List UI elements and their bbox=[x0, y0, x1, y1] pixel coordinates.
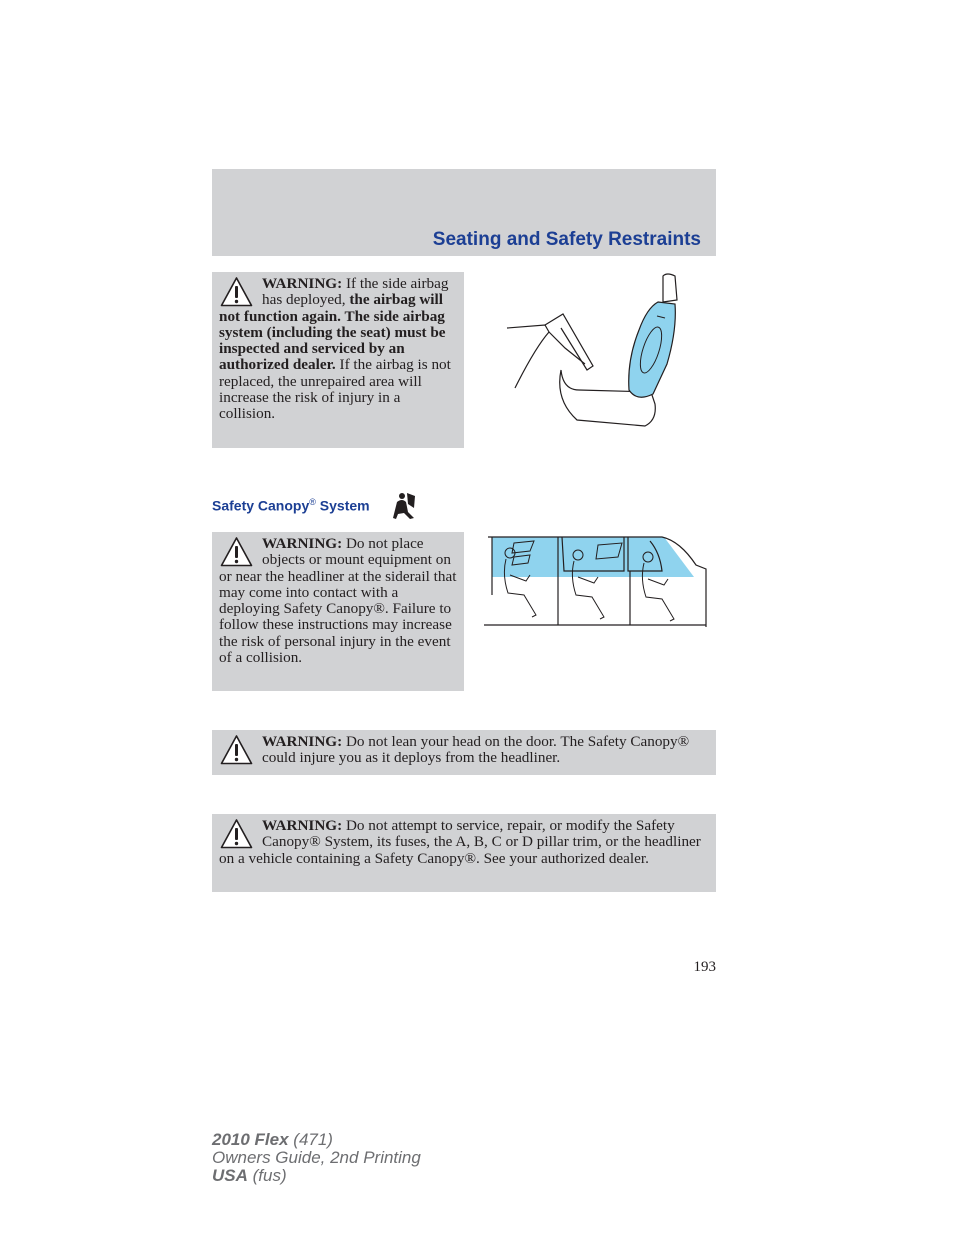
warning-text: WARNING: Do not place objects or mount equipment on or near the headliner at the siderail that may come into contact with a deploying Safety Canopy®. Failure to follow these instructions may increase the risk of personal injury in the event of a collision. bbox=[219, 535, 457, 667]
section-heading-safety-canopy: Safety Canopy® System bbox=[212, 497, 370, 514]
page-title: Seating and Safety Restraints bbox=[432, 229, 701, 250]
footer-edition-info bbox=[212, 1131, 421, 1185]
footer-line-model: 2010 Flex (471) bbox=[212, 1130, 333, 1149]
warning-text: WARNING: If the side airbag has deployed, the airbag will not function again. The side airbag system (including the seat) must be inspected and serviced by an authorized dealer. If the airbag is not replaced, the unrepaired area will increase the risk of injury in a collision. bbox=[219, 275, 451, 423]
warning-text: WARNING: Do not lean your head on the door. The Safety Canopy® could injure you as it deploys from the headliner. bbox=[262, 733, 690, 767]
warning-icon bbox=[220, 734, 253, 766]
warning-service-repair bbox=[212, 814, 716, 892]
safety-canopy-icon bbox=[392, 492, 416, 520]
warning-icon bbox=[220, 818, 253, 850]
footer-line-guide: Owners Guide, 2nd Printing bbox=[212, 1148, 421, 1167]
warning-icon bbox=[220, 276, 253, 308]
warning-side-airbag bbox=[212, 272, 464, 448]
safety-canopy-vehicle-illustration bbox=[484, 535, 710, 631]
page-number: 193 bbox=[693, 959, 716, 975]
warning-icon bbox=[220, 536, 253, 568]
warning-headliner-objects bbox=[212, 532, 464, 691]
footer-line-region: USA (fus) bbox=[212, 1166, 287, 1185]
header-band bbox=[212, 169, 716, 256]
warning-text: WARNING: Do not attempt to service, repair, or modify the Safety Canopy® System, its fuses, the A, B, C or D pillar trim, or the headliner on a vehicle containing a Safety Canopy®. See your authorized dealer. bbox=[219, 817, 701, 867]
side-airbag-seat-illustration bbox=[505, 270, 681, 432]
warning-lean-head-door bbox=[212, 730, 716, 775]
